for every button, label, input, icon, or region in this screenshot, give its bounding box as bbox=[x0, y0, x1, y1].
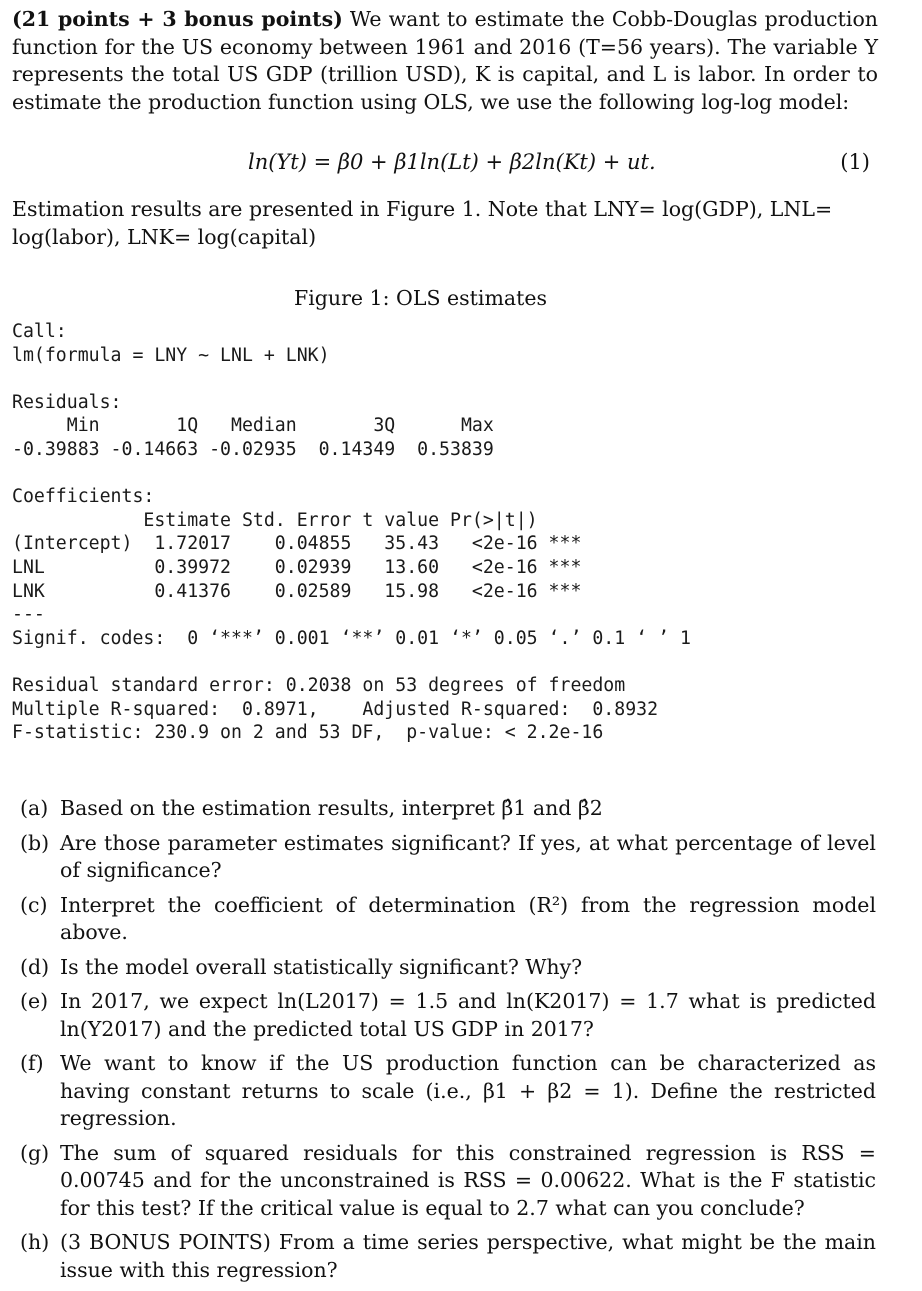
r-output-line: -0.39883 -0.14663 -0.02935 0.14349 0.53839 bbox=[12, 438, 494, 460]
question-label: (g) bbox=[20, 1140, 50, 1165]
question-text: Are those parameter estimates significant? If yes, at what percentage of level of significance? bbox=[60, 830, 876, 882]
question-item bbox=[20, 954, 876, 982]
r-output-line: Residual standard error: 0.2038 on 53 degrees of freedom bbox=[12, 674, 626, 696]
question-item bbox=[20, 1229, 876, 1284]
question-text: The sum of squared residuals for this constrained regression is RSS = 0.00745 and for the unconstrained is RSS = 0.00622. What is the F statistic for this test? If the critical value is equal to 2.7 what can you conclude? bbox=[60, 1140, 876, 1220]
r-output-line: F-statistic: 230.9 on 2 and 53 DF, p-value: < 2.2e-16 bbox=[12, 722, 604, 744]
question-text: Based on the estimation results, interpret β̂1 and β̂2 bbox=[60, 796, 603, 820]
equation-number: (1) bbox=[840, 150, 870, 174]
question-item bbox=[20, 988, 876, 1043]
question-text: (3 BONUS POINTS) From a time series perspective, what might be the main issue with this regression? bbox=[60, 1230, 876, 1282]
r-output-line: --- bbox=[12, 604, 45, 626]
r-output-line: Coefficients: bbox=[12, 486, 155, 508]
r-output-line bbox=[12, 367, 691, 391]
equation-body: ln(Yt) = β0 + β1ln(Lt) + β2ln(Kt) + ut. bbox=[248, 150, 656, 174]
question-label: (e) bbox=[20, 989, 49, 1013]
question-item bbox=[20, 1140, 876, 1223]
ols-regression-output bbox=[12, 320, 691, 745]
r-output-line: Multiple R-squared: 0.8971, Adjusted R-squared: 0.8932 bbox=[12, 698, 659, 720]
question-label: (b) bbox=[20, 830, 50, 855]
question-text: We want to know if the US production function can be characterized as having constant returns to scale (i.e., β1 + β2 = 1). Define the restricted regression. bbox=[60, 1051, 876, 1130]
model-equation bbox=[0, 150, 922, 180]
question-label: (f) bbox=[20, 1051, 44, 1075]
r-output-line bbox=[12, 650, 691, 674]
problem-intro bbox=[12, 6, 878, 116]
question-item bbox=[20, 1050, 876, 1133]
r-output-line: LNK 0.41376 0.02589 15.98 <2e-16 *** bbox=[12, 580, 582, 602]
question-label: (h) bbox=[20, 1230, 50, 1254]
question-item bbox=[20, 795, 876, 823]
question-list bbox=[20, 795, 876, 1291]
question-text: Is the model overall statistically significant? Why? bbox=[60, 954, 583, 979]
question-item bbox=[20, 892, 876, 947]
question-item bbox=[20, 830, 876, 885]
r-output-line: Estimate Std. Error t value Pr(>|t|) bbox=[12, 509, 538, 531]
r-output-line: (Intercept) 1.72017 0.04855 35.43 <2e-16 *** bbox=[12, 533, 582, 555]
variable-notes: Estimation results are presented in Figure 1. Note that LNY= log(GDP), LNL= log(labor), LNK= log(capital) bbox=[12, 197, 833, 249]
r-output-line: Call: bbox=[12, 321, 67, 342]
points-heading: (21 points + 3 bonus points) bbox=[12, 7, 343, 31]
r-output-line: lm(formula = LNY ~ LNL + LNK) bbox=[12, 344, 330, 366]
r-output-line: Residuals: bbox=[12, 391, 122, 413]
question-text: In 2017, we expect ln(L2017) = 1.5 and ln(K2017) = 1.7 what is predicted ln(Y2017) and the predicted total US GDP in 2017? bbox=[60, 989, 876, 1041]
r-output-line bbox=[12, 462, 691, 486]
question-label: (a) bbox=[20, 796, 49, 820]
question-label: (c) bbox=[20, 892, 48, 917]
intro-text: We want to estimate the Cobb-Douglas production function for the US economy between 1961 and 2016 (T=56 years). The variable Y represents the total US GDP (trillion USD), K is capital, and L is labor. In order to estimate the production function using OLS, we use the following log-log model: bbox=[12, 7, 878, 114]
r-output-line: Signif. codes: 0 ‘***’ 0.001 ‘**’ 0.01 ‘*’ 0.05 ‘.’ 0.1 ‘ ’ 1 bbox=[12, 627, 691, 649]
question-label: (d) bbox=[20, 954, 50, 979]
r-output-line: Min 1Q Median 3Q Max bbox=[12, 415, 494, 437]
question-text: Interpret the coefficient of determination (R²) from the regression model above. bbox=[60, 892, 876, 944]
r-output-line: LNL 0.39972 0.02939 13.60 <2e-16 *** bbox=[12, 556, 582, 578]
